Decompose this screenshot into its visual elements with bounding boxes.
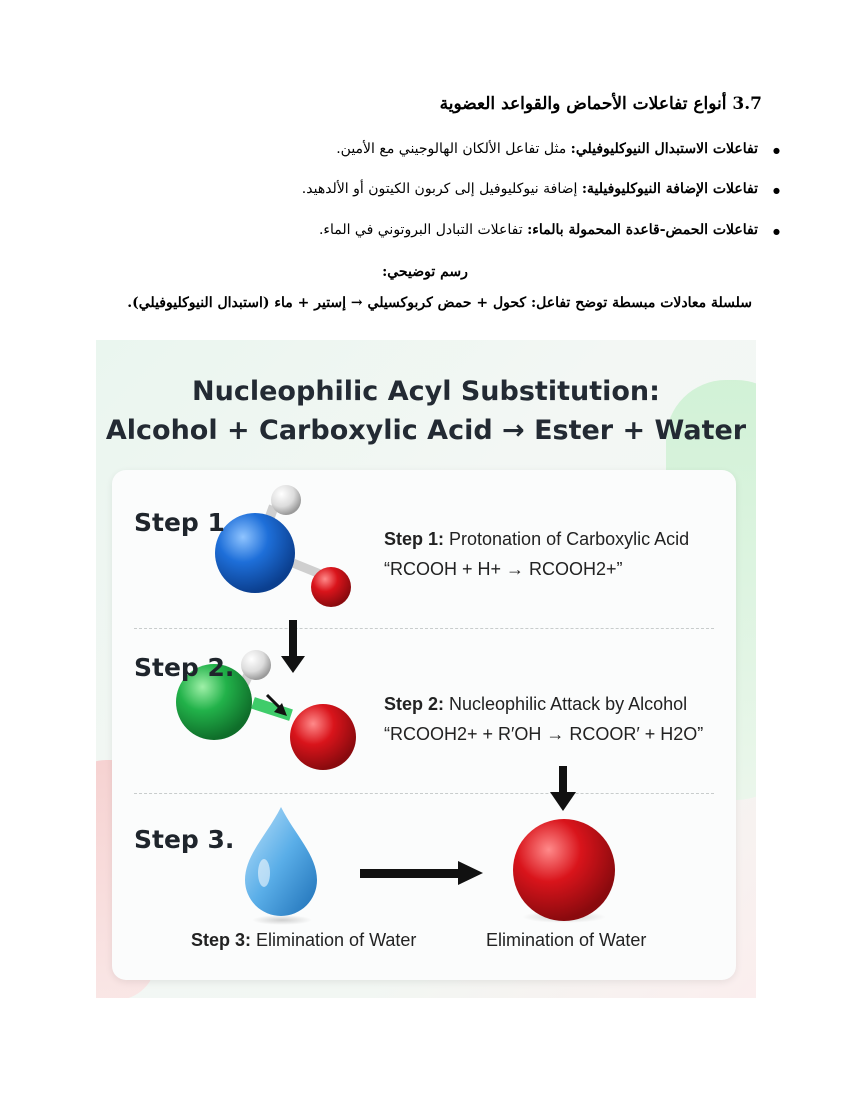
figure-title-line2: Alcohol + Carboxylic Acid → Ester + Water: [105, 415, 747, 446]
step2-desc-bold: Step 2:: [384, 694, 445, 714]
red-atom: [311, 567, 351, 607]
step3-illustration: [245, 807, 615, 925]
step3-caption-text: Elimination of Water: [251, 930, 417, 950]
step3-label: Step 3.: [134, 825, 235, 854]
bullet-item: [138, 141, 758, 157]
step1-desc-bold: Step 1:: [384, 529, 445, 549]
illustration-label: رسم توضيحي:: [382, 264, 468, 280]
step1-label: Step 1: [134, 508, 225, 537]
step2-equation: “RCOOH2+ + R′OH → RCOOR′ + H2O”: [384, 724, 704, 744]
step3-caption-bold: Step 3:: [191, 930, 252, 950]
bullet-term: تفاعلات الحمض-قاعدة المحمولة بالماء:: [527, 222, 758, 238]
step1-molecule: [215, 485, 351, 607]
right-arrow-icon: [360, 869, 460, 878]
reaction-figure: [96, 340, 756, 998]
step2-desc-text: Nucleophilic Attack by Alcohol: [444, 694, 688, 714]
step1-description: [384, 524, 689, 584]
hydrogen-atom: [241, 650, 271, 680]
step2-label: Step 2.: [134, 653, 235, 682]
water-molecule-sphere: [513, 819, 615, 921]
bullet-term: تفاعلات الإضافة النيوكليوفيلية:: [581, 181, 758, 197]
bullet-text: مثل تفاعل الألكان الهالوجيني مع الأمين.: [336, 141, 571, 157]
step3-caption: [191, 930, 416, 951]
water-drop-icon: [245, 807, 317, 916]
bullet-text: تفاعلات التبادل البروتوني في الماء.: [318, 222, 528, 238]
step2-molecule: [176, 620, 356, 770]
bullet-text: إضافة نيوكليوفيل إلى كربون الكيتون أو الألدهيد.: [301, 181, 582, 197]
bullet-item: [138, 181, 758, 197]
step1-desc-text: Protonation of Carboxylic Acid: [444, 529, 690, 549]
oxygen-atom-red: [290, 704, 356, 770]
hydrogen-atom: [271, 485, 301, 515]
figure-title: [96, 372, 756, 450]
oxygen-atom-blue: [215, 513, 295, 593]
down-arrow-icon: [289, 620, 297, 658]
steps-card: [112, 470, 736, 980]
step1-equation: “RCOOH + H+ → RCOOH2+”: [384, 559, 623, 579]
equation-chain-caption: سلسلة معادلات مبسطة توضح تفاعل: كحول + حمض كربوكسيلي → إستير + ماء (استبدال النيوكليوفيلي).: [127, 295, 752, 311]
down-arrow-icon: [550, 766, 576, 811]
figure-title-line1: Nucleophilic Acyl Substitution:: [192, 376, 660, 407]
bullet-item: [138, 222, 758, 238]
bullet-term: تفاعلات الاستبدال النيوكليوفيلي:: [570, 141, 758, 157]
step3-caption-right: Elimination of Water: [486, 930, 647, 950]
section-heading: 3.7 أنواع تفاعلات الأحماض والقواعد العضوية: [439, 94, 762, 114]
step2-description: [384, 689, 703, 749]
